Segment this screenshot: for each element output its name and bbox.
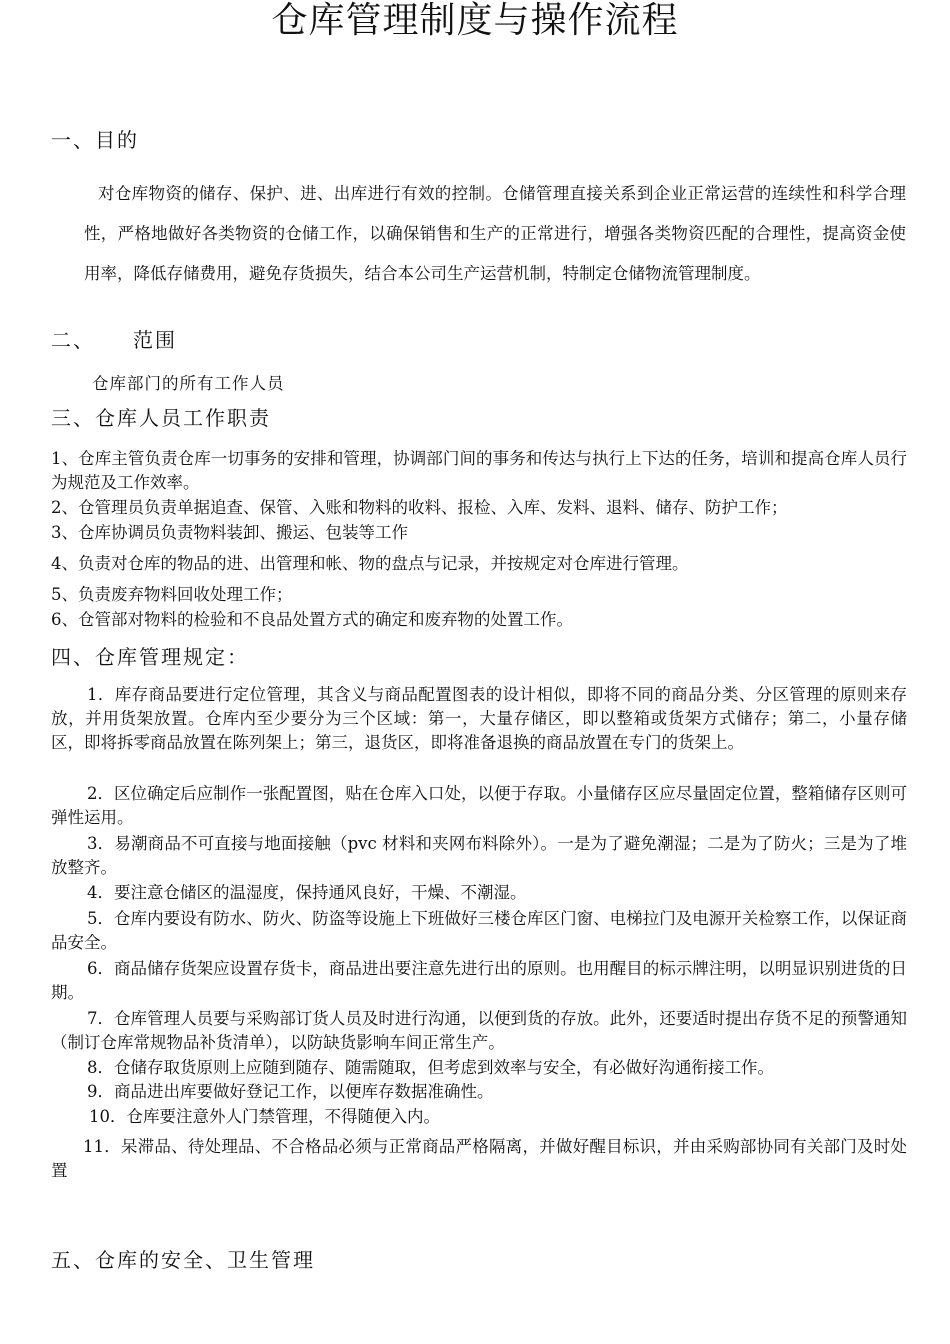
section-number: 二、: [51, 328, 95, 352]
duty-item: 5、负责废弃物料回收处理工作；: [51, 585, 293, 604]
rule-item: 5．仓库内要设有防水、防火、防盗等设施上下班做好三楼仓库区门窗、电梯拉门及电源开关检察工作，以保证商品安全。: [51, 909, 907, 952]
rule-item: 3．易潮商品不可直接与地面接触（pvc 材料和夹网布料除外）。一是为了避免潮湿；二是为了防火；三是为了堆放整齐。: [51, 834, 907, 877]
duty-item: 2、仓管理员负责单据追查、保管、入账和物料的收料、报检、入库、发料、退料、储存、防护工作；: [51, 498, 788, 517]
rule-item: 9．商品进出库要做好登记工作，以便库存数据准确性。: [87, 1082, 494, 1101]
section-number: 三、: [51, 406, 95, 430]
rule-item: 11．呆滞品、待处理品、不合格品必须与正常商品严格隔离，并做好醒目标识，并由采购部协同有关部门及时处置: [51, 1137, 907, 1180]
section-title: 目的: [95, 128, 139, 152]
section-heading-purpose: [51, 126, 139, 154]
section-title: 仓库人员工作职责: [95, 406, 271, 430]
purpose-paragraph: 对仓库物资的储存、保护、进、出库进行有效的控制。仓储管理直接关系到企业正常运营的连续性和科学合理性，严格地做好各类物资的仓储工作，以确保销售和生产的正常进行，增强各类物资匹配的合理性，提高资金使用率，降低存储费用，避免存货损失，结合本公司生产运营机制，特制定仓储物流管理制度。: [84, 184, 906, 283]
section-title: 仓库的安全、卫生管理: [95, 1248, 315, 1272]
section-number: 五、: [51, 1248, 95, 1272]
section-heading-safety: [51, 1246, 315, 1274]
scope-paragraph: 仓库部门的所有工作人员: [92, 374, 285, 393]
section-heading-duties: [51, 404, 271, 432]
section-number: 四、: [51, 645, 95, 669]
document-title: 仓库管理制度与操作流程: [271, 0, 679, 41]
duty-item: 6、仓管部对物料的检验和不良品处置方式的确定和废弃物的处置工作。: [51, 610, 573, 629]
rule-item: 8．仓储存取货原则上应随到随存、随需随取，但考虑到效率与安全，有必做好沟通衔接工作。: [87, 1058, 774, 1077]
section-number: 一、: [51, 128, 95, 152]
rule-item: 7．仓库管理人员要与采购部订货人员及时进行沟通，以便到货的存放。此外，还要适时提出存货不足的预警通知（制订仓库常规物品补货清单），以防缺货影响车间正常生产。: [51, 1009, 907, 1052]
duty-item: 3、仓库协调员负责物料装卸、搬运、包装等工作: [51, 523, 408, 542]
section-heading-rules: [51, 643, 249, 671]
section-title: 范围: [133, 328, 177, 352]
rule-item: 6．商品储存货架应设置存货卡，商品进出要注意先进行出的原则。也用醒目的标示牌注明，以明显识别进货的日期。: [51, 959, 907, 1002]
rule-item: 2．区位确定后应制作一张配置图，贴在仓库入口处，以便于存取。小量储存区应尽量固定位置，整箱储存区则可弹性运用。: [51, 784, 907, 827]
duty-item: 4、负责对仓库的物品的进、出管理和帐、物的盘点与记录，并按规定对仓库进行管理。: [51, 554, 689, 573]
rule-item: 10．仓库要注意外人门禁管理，不得随便入内。: [89, 1107, 440, 1126]
section-heading-scope: [51, 326, 177, 354]
rule-item: 1．库存商品要进行定位管理，其含义与商品配置图表的设计相似，即将不同的商品分类、分区管理的原则来存放，并用货架放置。仓库内至少要分为三个区域：第一，大量存储区，即以整箱或货架方式储存；第二，小量存储区，即将拆零商品放置在陈列架上；第三，退货区，即将准备退换的商品放置在专门的货架上。: [51, 685, 907, 752]
rule-item: 4．要注意仓储区的温湿度，保持通风良好，干燥、不潮湿。: [87, 883, 527, 902]
duty-item: 1、仓库主管负责仓库一切事务的安排和管理，协调部门间的事务和传达与执行上下达的任务，培训和提高仓库人员行为规范及工作效率。: [51, 449, 907, 492]
section-title: 仓库管理规定：: [95, 645, 249, 669]
